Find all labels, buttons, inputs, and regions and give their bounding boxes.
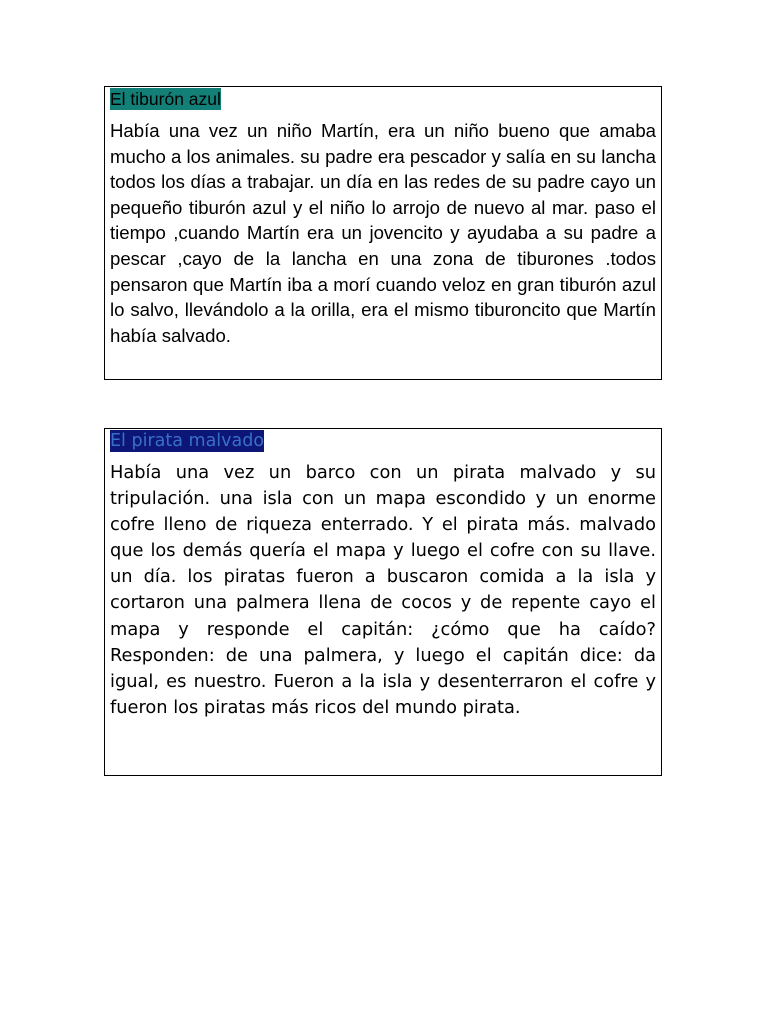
story-box-pirata: [104, 428, 662, 776]
story-box-tiburon: [104, 86, 662, 380]
story-body: Había una vez un niño Martín, era un niño bueno que amaba mucho a los animales. su padre era pescador y salía en su lancha todos los días a trabajar. un día en las redes de su padre cayo un pequeño tiburón azul y el niño lo arrojo de nuevo al mar. paso el tiempo ,cuando Martín era un jovencito y ayudaba a su padre a pescar ,cayo de la lancha en una zona de tiburones .todos pensaron que Martín iba a morí cuando veloz en gran tiburón azul lo salvo, llevándolo a la orilla, era el mismo tiburoncito que Martín había salvado.: [110, 120, 656, 346]
story-title: El pirata malvado: [110, 431, 265, 451]
story-title: El tiburón azul: [110, 89, 221, 109]
story-body: Había una vez un barco con un pirata malvado y su tripulación. una isla con un mapa escondido y un enorme cofre lleno de riqueza enterrado. Y el pirata más. malvado que los demás quería el mapa y luego el cofre con su llave. un día. los piratas fueron a buscaron comida a la isla y cortaron una palmera llena de cocos y de repente cayo el mapa y responde el capitán: ¿cómo que ha caído? Responden: de una palmera, y luego el capitán dice: da igual, es nuestro. Fueron a la isla y desenterraron el cofre y fueron los piratas más ricos del mundo pirata.: [110, 462, 656, 718]
